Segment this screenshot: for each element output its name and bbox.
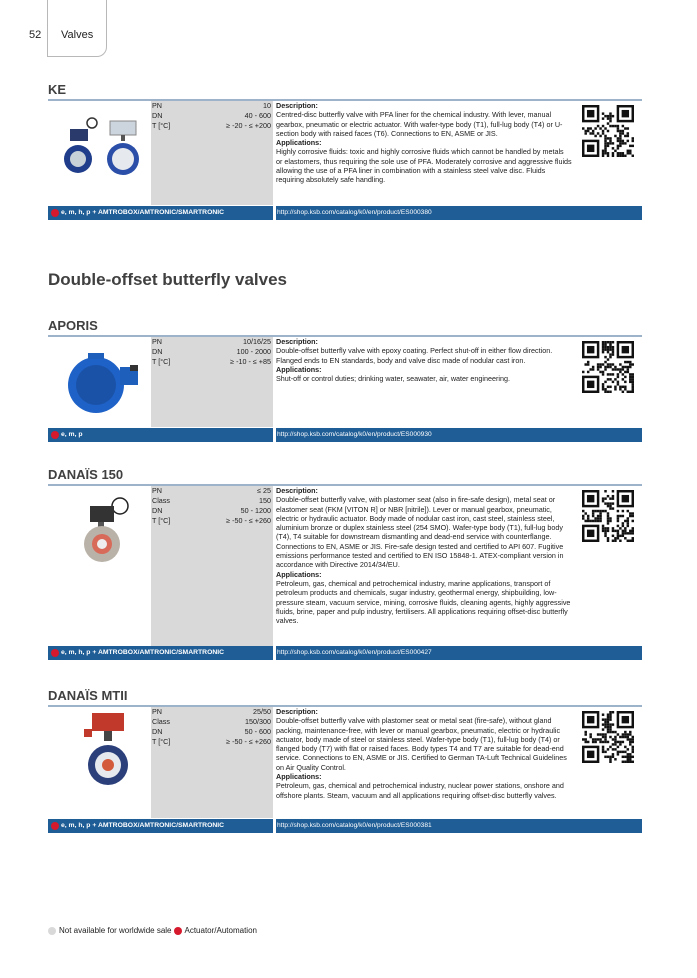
family-title: Double-offset butterfly valves	[48, 270, 287, 289]
product-image	[48, 707, 151, 818]
product-name: DANAÏS 150	[48, 467, 124, 482]
qr-code-icon	[582, 711, 634, 763]
spec-table: PN ≤ 25 Class 150 DN 50 - 1200 T [°C] ≥ -50 - ≤ +260	[151, 486, 273, 646]
product-description: Description: Double-offset butterfly valve with epoxy coating. Perfect shut-off in either flow direction. Flanged ends to EN standards, body and valve disc made of nodular cast iron. Applications: Shut-off or control duties; drinking water, seawater, air, water engineering.	[276, 337, 553, 384]
legend	[48, 926, 257, 935]
actuator-dot-icon	[51, 431, 59, 439]
actuation-bar: e, m, h, p + AMTROBOX/AMTRONIC/SMARTRONIC	[48, 819, 273, 833]
page-number: 52	[29, 29, 42, 41]
qr-code-icon	[582, 490, 634, 542]
spec-table: PN 10/16/25 DN 100 - 2000 T [°C] ≥ -10 - ≤ +85	[151, 337, 273, 427]
product-description: Description: Double-offset butterfly valve, with plastomer seat (also in fire-safe design), metal seat or elastomer seat (FKM [VITON R] or NBR [nitrile]). Lever or manual gearbox, pneumatic, electric or hydraulic actuator. Body made of nodular cast iron, cast steel, stainless steel, aluminium bronze or duplex stainless steel (254 SMO). Wafer-type body (T1), full-lug body (T4), T4 suitable for downstream dismantling and dead-end service with counterflange. Connections to EN, ASME or JIS. Fire-safe design tested and certified to API 607. Fugitive emissions performance tested and certified to EN ISO 15848-1. ATEX-compliant version in accordance with Directive 2014/34/EU. Applications: Petroleum, gas, chemical and petrochemical industry, marine applications, transport of petroleum products and chemicals, sugar industry, geothermal energy, shipbuilding, low-pressure steam, vacuum service, mining, corrosive fluids, cleaning agents, highly aggressive fluids, brine, paper and pulp industry, fertilisers. All applications requiring offset-disc butterfly valves.	[276, 486, 571, 626]
actuator-dot-icon	[51, 209, 59, 217]
product-description: Description: Centred-disc butterfly valve with PFA liner for the chemical industry. With lever, manual gearbox, pneumatic or electric actuator. With wafer-type body (T1), full-lug body (T4) or U-section body with raised faces (T6). Connections to EN, ASME or JIS. Applications: Highly corrosive fluids: toxic and highly corrosive fluids which cannot be handled by metals or elastomers, thus requiring the sole use of PFA. Moderately corrosive and aggressive fluids allowing the use of a PFA liner in combination with a stainless steel valve disc. Fluids requiring absolutely safe handling.	[276, 101, 572, 185]
product-name: KE	[48, 82, 67, 97]
product-danais-mtii	[48, 688, 642, 835]
product-aporis	[48, 318, 642, 444]
qr-code-icon	[582, 341, 634, 393]
product-link[interactable]: http://shop.ksb.com/catalog/k0/en/product/ES000381	[276, 819, 642, 833]
spec-table: PN 10 DN 40 - 600 T [°C] ≥ -20 - ≤ +200	[151, 101, 273, 205]
product-danais-150	[48, 467, 642, 662]
product-name: APORIS	[48, 318, 98, 333]
product-description: Description: Double-offset butterfly valve with plastomer seat or metal seat (fire-safe), without gland packing, maintenance-free, with lever or manual gearbox, pneumatic, electric or hydraulic actuator, body made of steel or stainless steel. Wafer-type body (T1), full-lug body (T4) or flanged body (T7) with flat or raised faces. Body types T4 and T7 are suitable for dead-end service. Connections to EN, ASME or JIS. Certified to German TA-Luft Technical Guidelines on Air Quality Control. Applications: Petroleum, gas, chemical and petrochemical industry, nuclear power stations, onshore and offshore plants. Steam, vacuum and all applications requiring offset-disc butterfly valves.	[276, 707, 567, 800]
section-title: Valves	[61, 29, 94, 41]
product-image	[48, 101, 151, 205]
actuation-bar: e, m, p	[48, 428, 273, 442]
spec-table: PN 25/50 Class 150/300 DN 50 - 600 T [°C] ≥ -50 - ≤ +260	[151, 707, 273, 818]
product-image	[48, 486, 151, 646]
actuation-bar: e, m, h, p + AMTROBOX/AMTRONIC/SMARTRONIC	[48, 206, 273, 220]
product-link[interactable]: http://shop.ksb.com/catalog/k0/en/product/ES000930	[276, 428, 642, 442]
actuator-dot-icon	[51, 649, 59, 657]
product-link[interactable]: http://shop.ksb.com/catalog/k0/en/product/ES000380	[276, 206, 642, 220]
actuator-dot-icon	[51, 822, 59, 830]
legend-grey-label: Not available for worldwide sale	[59, 926, 172, 935]
product-name: DANAÏS MTII	[48, 688, 128, 703]
not-available-dot-icon	[48, 927, 56, 935]
actuation-bar: e, m, h, p + AMTROBOX/AMTRONIC/SMARTRONIC	[48, 646, 273, 660]
legend-red-label: Actuator/Automation	[184, 926, 257, 935]
qr-code-icon	[582, 105, 634, 157]
product-image	[48, 337, 151, 427]
product-link[interactable]: http://shop.ksb.com/catalog/k0/en/product/ES000427	[276, 646, 642, 660]
product-ke	[48, 82, 642, 222]
actuator-dot-icon	[174, 927, 182, 935]
